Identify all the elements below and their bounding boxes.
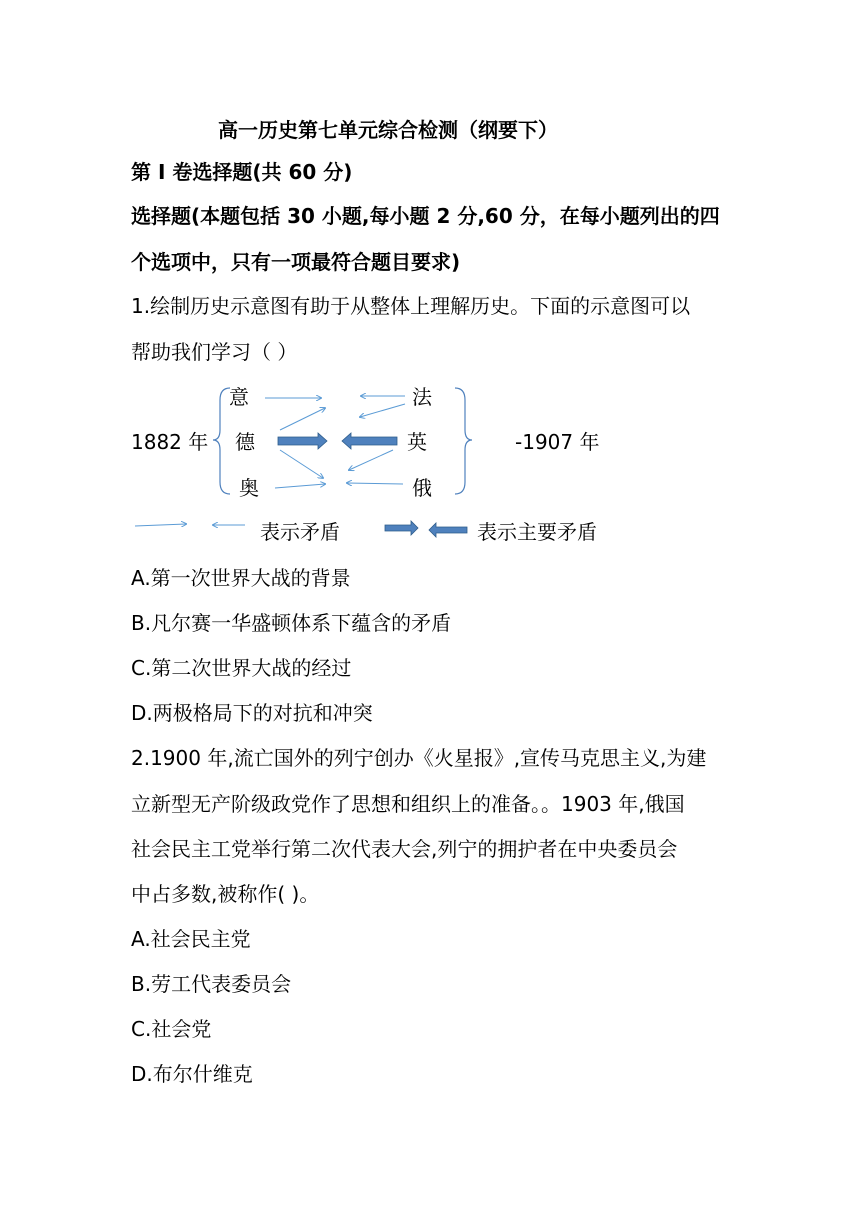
arrow-germany-to-france xyxy=(280,408,325,430)
arrow-france-to-germany xyxy=(360,404,405,417)
legend-thin-arrow-right xyxy=(135,524,186,526)
q2-option-a: A.社会民主党 xyxy=(131,927,251,951)
thick-arrow-britain-to-germany xyxy=(342,433,397,449)
q1-stem-line-2: 帮助我们学习（ ） xyxy=(131,340,298,364)
right-brace xyxy=(455,388,472,494)
arrow-germany-to-russia xyxy=(280,450,323,478)
country-russia: 俄 xyxy=(412,476,432,500)
page-title: 高一历史第七单元综合检测（纲要下） xyxy=(218,118,558,142)
country-austria: 奥 xyxy=(239,476,259,500)
diagram-legend xyxy=(131,516,631,548)
q2-stem-line-3: 社会民主工党举行第二次代表大会,列宁的拥护者在中央委员会 xyxy=(131,837,678,861)
country-britain: 英 xyxy=(407,430,427,454)
legend-contradiction-label: 表示矛盾 xyxy=(260,520,340,544)
arrow-austria-to-russia xyxy=(275,484,325,488)
q1-option-b: B.凡尔赛一华盛顿体系下蕴含的矛盾 xyxy=(131,611,452,635)
country-germany: 德 xyxy=(235,430,255,454)
arrow-russia-to-germany xyxy=(349,450,393,470)
end-year-label: -1907 年 xyxy=(515,430,600,454)
q2-stem-line-2: 立新型无产阶级政党作了思想和组织上的准备。。1903 年,俄国 xyxy=(131,792,685,816)
q1-option-c: C.第二次世界大战的经过 xyxy=(131,656,352,680)
arrow-russia-to-austria xyxy=(347,483,403,484)
q2-option-d: D.布尔什维克 xyxy=(131,1062,253,1086)
start-year-label: 1882 年 xyxy=(131,430,209,454)
country-italy: 意 xyxy=(229,385,249,409)
q2-stem-line-1: 2.1900 年,流亡国外的列宁创办《火星报》,宣传马克思主义,为建 xyxy=(131,746,707,770)
section-heading: 第 I 卷选择题(共 60 分) xyxy=(131,160,353,184)
q2-option-c: C.社会党 xyxy=(131,1017,212,1041)
q2-stem-line-4: 中占多数,被称作( )。 xyxy=(131,882,320,906)
legend-main-contradiction-label: 表示主要矛盾 xyxy=(477,520,597,544)
instructions-line-2: 个选项中，只有一项最符合题目要求) xyxy=(131,250,461,274)
country-france: 法 xyxy=(412,385,432,409)
legend-thick-arrow-right xyxy=(385,521,418,535)
legend-thick-arrow-left xyxy=(429,523,467,537)
q1-option-d: D.两极格局下的对抗和冲突 xyxy=(131,701,373,725)
thick-arrow-germany-to-britain xyxy=(278,433,327,449)
q1-stem-line-1: 1.绘制历史示意图有助于从整体上理解历史。下面的示意图可以 xyxy=(131,294,691,318)
q2-option-b: B.劳工代表委员会 xyxy=(131,972,292,996)
left-brace xyxy=(213,388,230,494)
q1-option-a: A.第一次世界大战的背景 xyxy=(131,566,351,590)
instructions-line-1: 选择题(本题包括 30 小题,每小题 2 分,60 分，在每小题列出的四 xyxy=(131,204,720,228)
